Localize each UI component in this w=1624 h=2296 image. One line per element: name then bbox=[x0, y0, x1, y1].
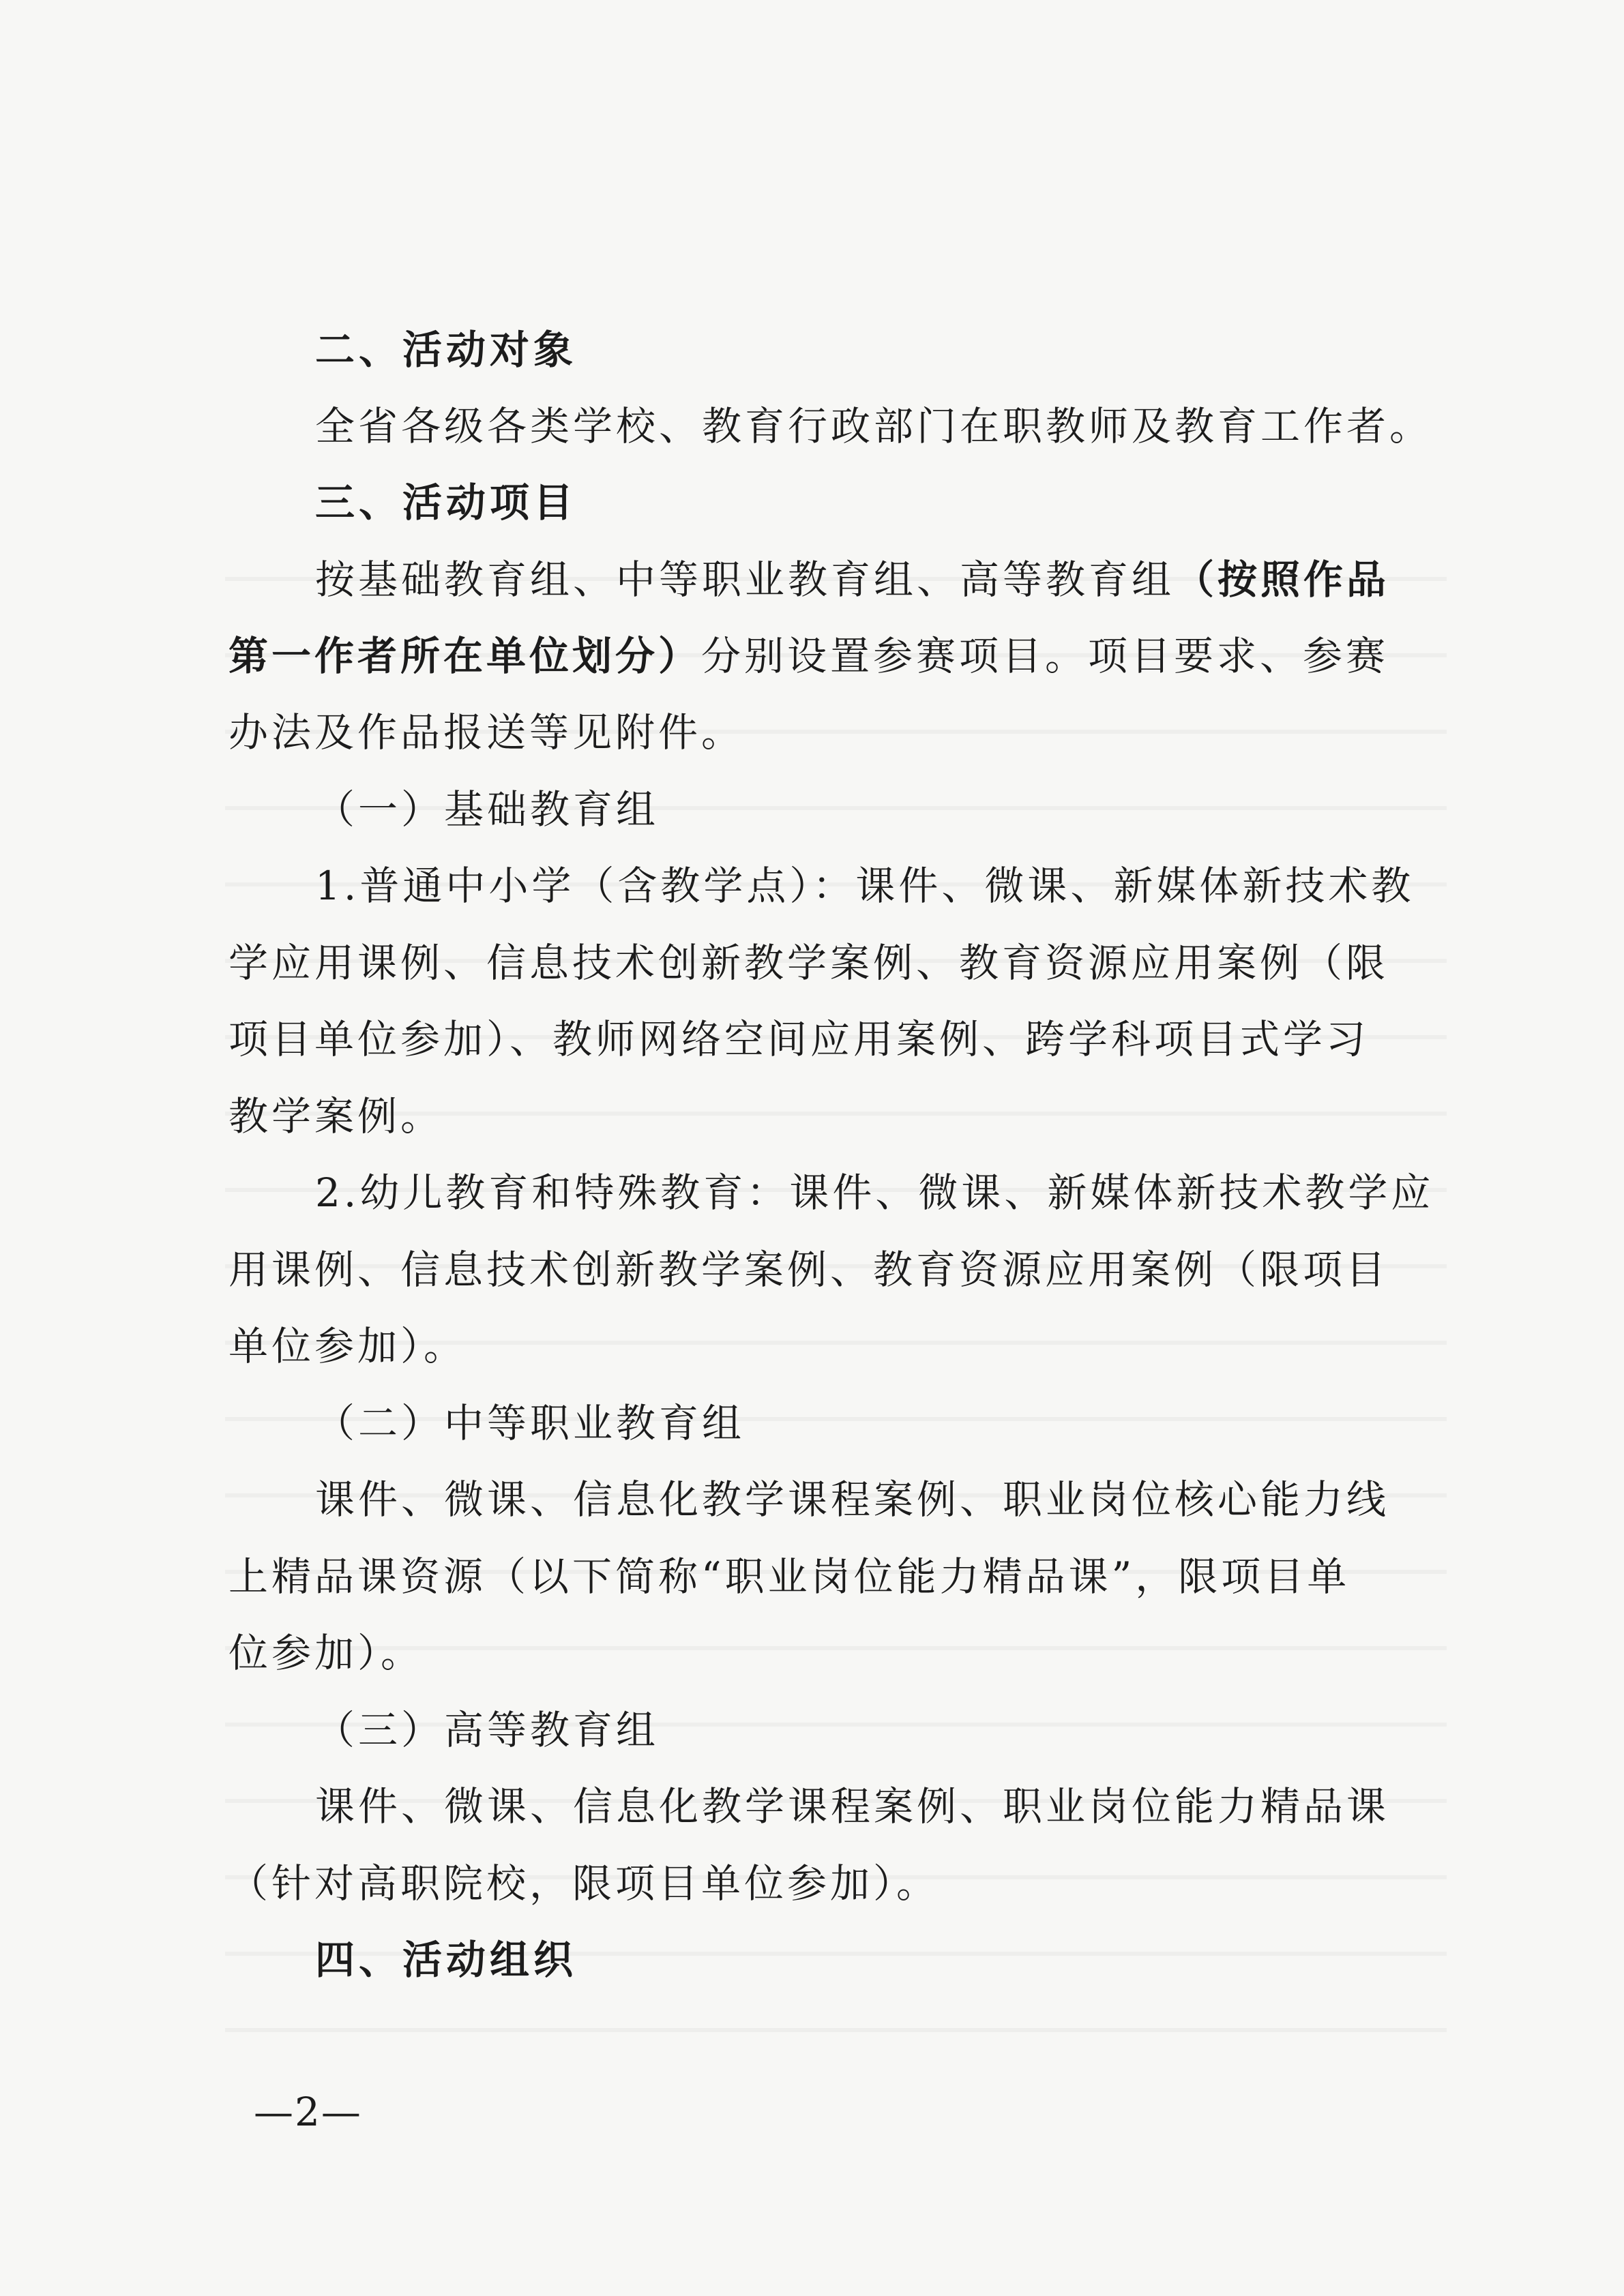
basic-item1-line4: 教学案例。 bbox=[228, 1093, 444, 1139]
vocational-line1: 课件、微课、信息化教学课程案例、职业岗位核心能力线 bbox=[315, 1476, 1390, 1523]
higher-group-heading: （三）高等教育组 bbox=[315, 1707, 660, 1753]
basic-item1-line3: 项目单位参加）、教师网络空间应用案例、跨学科项目式学习 bbox=[228, 1016, 1370, 1062]
projects-intro-line2-text: 分别设置参赛项目。项目要求、参赛 bbox=[701, 633, 1389, 679]
basic-group-heading: （一）基础教育组 bbox=[315, 786, 660, 833]
vocational-line2: 上精品课资源（以下简称“职业岗位能力精品课”，限项目单 bbox=[228, 1553, 1350, 1600]
basic-item2-line3: 单位参加）。 bbox=[228, 1323, 467, 1369]
basic-item1-line1: 1.普通中小学（含教学点）：课件、微课、新媒体新技术教 bbox=[315, 863, 1415, 909]
basic-item2-line2: 用课例、信息技术创新教学案例、教育资源应用案例（限项目 bbox=[228, 1247, 1389, 1293]
basic-item2-line1: 2.幼儿教育和特殊教育：课件、微课、新媒体新技术教学应 bbox=[315, 1169, 1434, 1216]
projects-intro-line1 bbox=[315, 556, 1405, 603]
projects-intro-line2-emphasis: 第一作者所在单位划分） bbox=[228, 633, 702, 679]
basic-item1-line2: 学应用课例、信息技术创新教学案例、教育资源应用案例（限 bbox=[228, 940, 1389, 986]
targets-text: 全省各级各类学校、教育行政部门在职教师及教育工作者。 bbox=[315, 403, 1433, 449]
section-heading-projects: 三、活动项目 bbox=[315, 479, 578, 526]
vocational-group-heading: （二）中等职业教育组 bbox=[315, 1400, 745, 1446]
higher-line2: （针对高职院校，限项目单位参加）。 bbox=[228, 1860, 940, 1907]
projects-intro-line1-text: 按基础教育组、中等职业教育组、高等教育组 bbox=[315, 556, 1175, 603]
projects-intro-line2 bbox=[228, 632, 1405, 680]
projects-intro-line3: 办法及作品报送等见附件。 bbox=[228, 709, 745, 756]
vocational-line3: 位参加）。 bbox=[228, 1630, 424, 1676]
projects-intro-line1-emphasis: （按照作品 bbox=[1175, 556, 1390, 603]
section-heading-organization: 四、活动组织 bbox=[315, 1937, 578, 1983]
higher-line1: 课件、微课、信息化教学课程案例、职业岗位能力精品课 bbox=[315, 1783, 1390, 1830]
page-number: —2— bbox=[254, 2089, 362, 2135]
section-heading-targets: 二、活动对象 bbox=[315, 327, 578, 373]
